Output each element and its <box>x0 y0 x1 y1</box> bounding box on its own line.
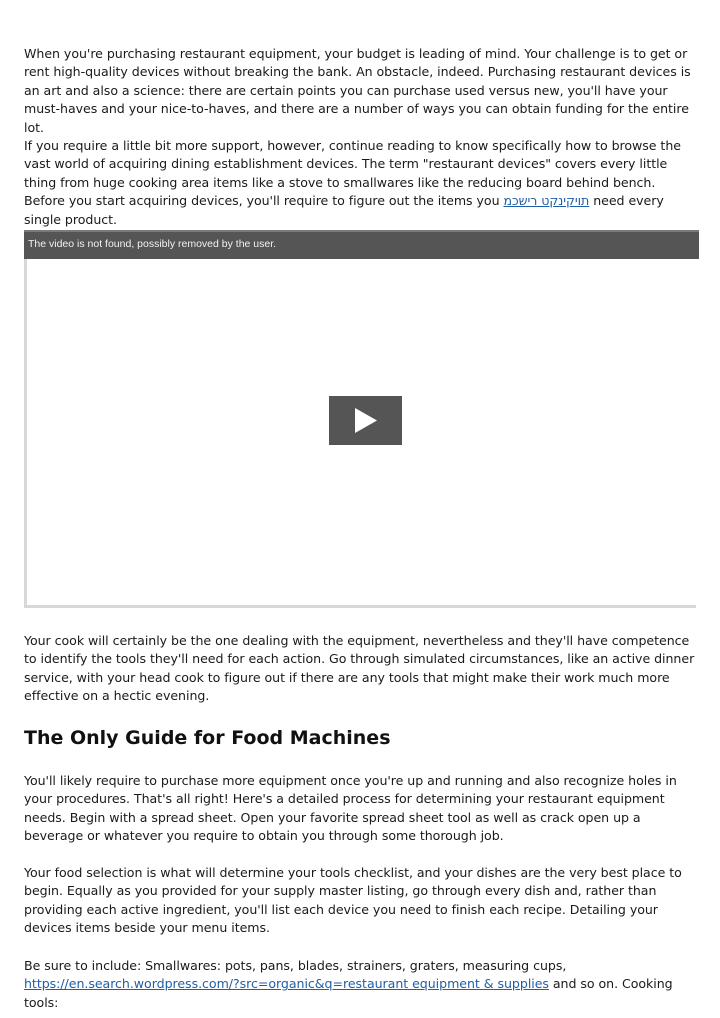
paragraph-food-selection: Your food selection is what will determine your tools checklist, and your dishes are the very best place to begin. Equally as you provided for your supply master listing, go through every dish and, rather than providing each active ingredient, you'll list each device you need to finish each recipe. Detailing your devices items beside your menu items. <box>24 865 682 936</box>
paragraph-include-text-start: Be sure to include: Smallwares: pots, pans, blades, strainers, graters, measuring cups, <box>24 958 567 973</box>
hebrew-equipment-link[interactable]: תויקינקט רישכמ <box>503 193 590 209</box>
play-icon <box>329 396 402 445</box>
paragraph-support-text-start: If you require a little bit more support, however, continue reading to know specifically how to browse the vast world of acquiring dining establishment devices. The term "restaurant devices" covers every little thing from huge cooking area items like a stove to smallwares like the reducing board behind bench. Before you start acquiring devices, you'll require to figure out the items you <box>24 138 681 209</box>
video-play-button[interactable] <box>329 396 402 445</box>
paragraph-cook: Your cook will certainly be the one dealing with the equipment, nevertheless and they'll have competence to identify the tools they'll need for each action. Go through simulated circumstances, like an active dinner service, with your head cook to figure out if there are any tools that might make their work much more effective on a hectic evening. <box>24 633 695 704</box>
paragraph-intro: When you're purchasing restaurant equipment, your budget is leading of mind. Your challenge is to get or rent high-quality devices without breaking the bank. An obstacle, indeed. Purchasing restaurant devices is an art and also a science: there are certain points you can purchase used versus new, you'll have your must-haves and your nice-to-haves, and there are a number of ways you can obtain funding for the entire lot. <box>24 46 691 135</box>
section-heading: The Only Guide for Food Machines <box>24 727 391 749</box>
wordpress-search-link[interactable]: https://en.search.wordpress.com/?src=organic&q=restaurant equipment & supplies <box>24 976 549 992</box>
paragraph-support-text-end: need every single product. <box>24 193 664 227</box>
paragraph-support <box>24 137 696 229</box>
paragraph-include-text-end: and so on. Cooking tools: <box>24 976 673 1010</box>
paragraph-include <box>24 957 696 1012</box>
video-error-message: The video is not found, possibly removed by the user. <box>24 230 699 259</box>
video-embed <box>24 230 696 608</box>
paragraph-equipment-needs: You'll likely require to purchase more equipment once you're up and running and also recognize holes in your procedures. That's all right! Here's a detailed process for determining your restaurant equipment needs. Begin with a spread sheet. Open your favorite spread sheet tool as well as crack open up a beverage or whatever you require to obtain you through some thorough job. <box>24 773 677 844</box>
